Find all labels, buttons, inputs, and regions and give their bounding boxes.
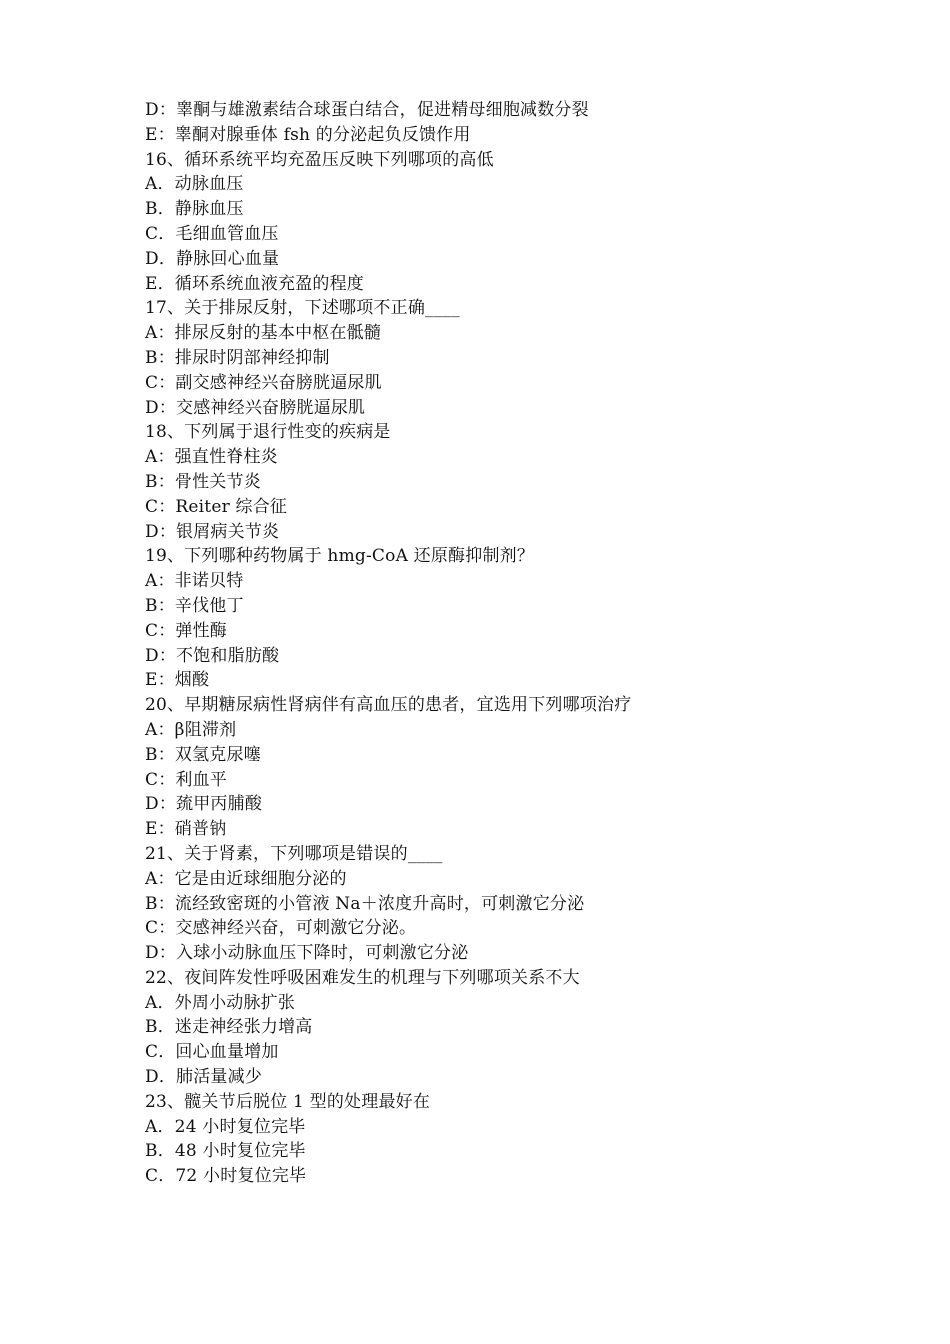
question-19: 19、下列哪种药物属于 hmg-CoA 还原酶抑制剂？ — [145, 546, 535, 567]
answer-option: D：睾酮与雄激素结合球蛋白结合，促进精母细胞减数分裂 — [145, 100, 589, 120]
question-17: 17、关于排尿反射，下述哪项不正确____ — [145, 298, 460, 319]
answer-option: D：不饱和脂肪酸 — [145, 645, 280, 666]
answer-option: C．毛细血管血压 — [145, 223, 279, 244]
answer-option: C．回心血量增加 — [145, 1042, 279, 1063]
document-body — [145, 98, 845, 1189]
answer-option: A．动脉血压 — [145, 174, 244, 195]
question-21: 21、关于肾素，下列哪项是错误的____ — [145, 843, 443, 864]
answer-option: D．静脉回心血量 — [145, 248, 280, 269]
question-20: 20、早期糖尿病性肾病伴有高血压的患者，宜选用下列哪项治疗 — [145, 695, 632, 716]
answer-option: A：非诺贝特 — [145, 571, 244, 592]
answer-option: D．肺活量减少 — [145, 1067, 263, 1088]
answer-option: B：流经致密斑的小管液 Na＋浓度升高时，可刺激它分泌 — [145, 893, 585, 914]
question-16: 16、循环系统平均充盈压反映下列哪项的高低 — [145, 149, 494, 170]
answer-option: C：弹性酶 — [145, 620, 228, 641]
answer-option: B：双氢克尿噻 — [145, 744, 261, 765]
question-22: 22、夜间阵发性呼吸困难发生的机理与下列哪项关系不大 — [145, 967, 580, 988]
answer-option: B：骨性关节炎 — [145, 471, 261, 492]
answer-option: A：排尿反射的基本中枢在骶髓 — [145, 323, 382, 344]
answer-option: E：睾酮对腺垂体 fsh 的分泌起负反馈作用 — [145, 124, 471, 145]
answer-option: C：Reiter 综合征 — [145, 496, 288, 517]
answer-option: D：巯甲丙脯酸 — [145, 794, 263, 815]
answer-option: E：烟酸 — [145, 670, 210, 691]
answer-option: E：硝普钠 — [145, 819, 227, 840]
answer-option: A：β阻滞剂 — [145, 719, 237, 740]
question-18: 18、下列属于退行性变的疾病是 — [145, 422, 391, 443]
answer-option: E．循环系统血液充盈的程度 — [145, 273, 365, 294]
answer-option: C：利血平 — [145, 769, 228, 790]
answer-option: B：排尿时阴部神经抑制 — [145, 347, 330, 368]
answer-option: A．24 小时复位完毕 — [145, 1116, 306, 1137]
answer-option: C．72 小时复位完毕 — [145, 1166, 307, 1187]
answer-option: C：交感神经兴奋，可刺激它分泌。 — [145, 918, 417, 939]
answer-option: D：银屑病关节炎 — [145, 521, 280, 542]
answer-option: C：副交感神经兴奋膀胱逼尿肌 — [145, 372, 382, 393]
answer-option: D：入球小动脉血压下降时，可刺激它分泌 — [145, 943, 469, 964]
answer-option: A：它是由近球细胞分泌的 — [145, 868, 347, 889]
answer-option: B：辛伐他丁 — [145, 595, 244, 616]
answer-option: A．外周小动脉扩张 — [145, 992, 296, 1013]
answer-option: B．48 小时复位完毕 — [145, 1141, 306, 1162]
question-23: 23、髋关节后脱位 1 型的处理最好在 — [145, 1091, 431, 1112]
answer-option: D：交感神经兴奋膀胱逼尿肌 — [145, 397, 366, 418]
answer-option: B．迷走神经张力增高 — [145, 1017, 313, 1038]
answer-option: A：强直性脊柱炎 — [145, 447, 278, 468]
answer-option: B．静脉血压 — [145, 199, 244, 220]
